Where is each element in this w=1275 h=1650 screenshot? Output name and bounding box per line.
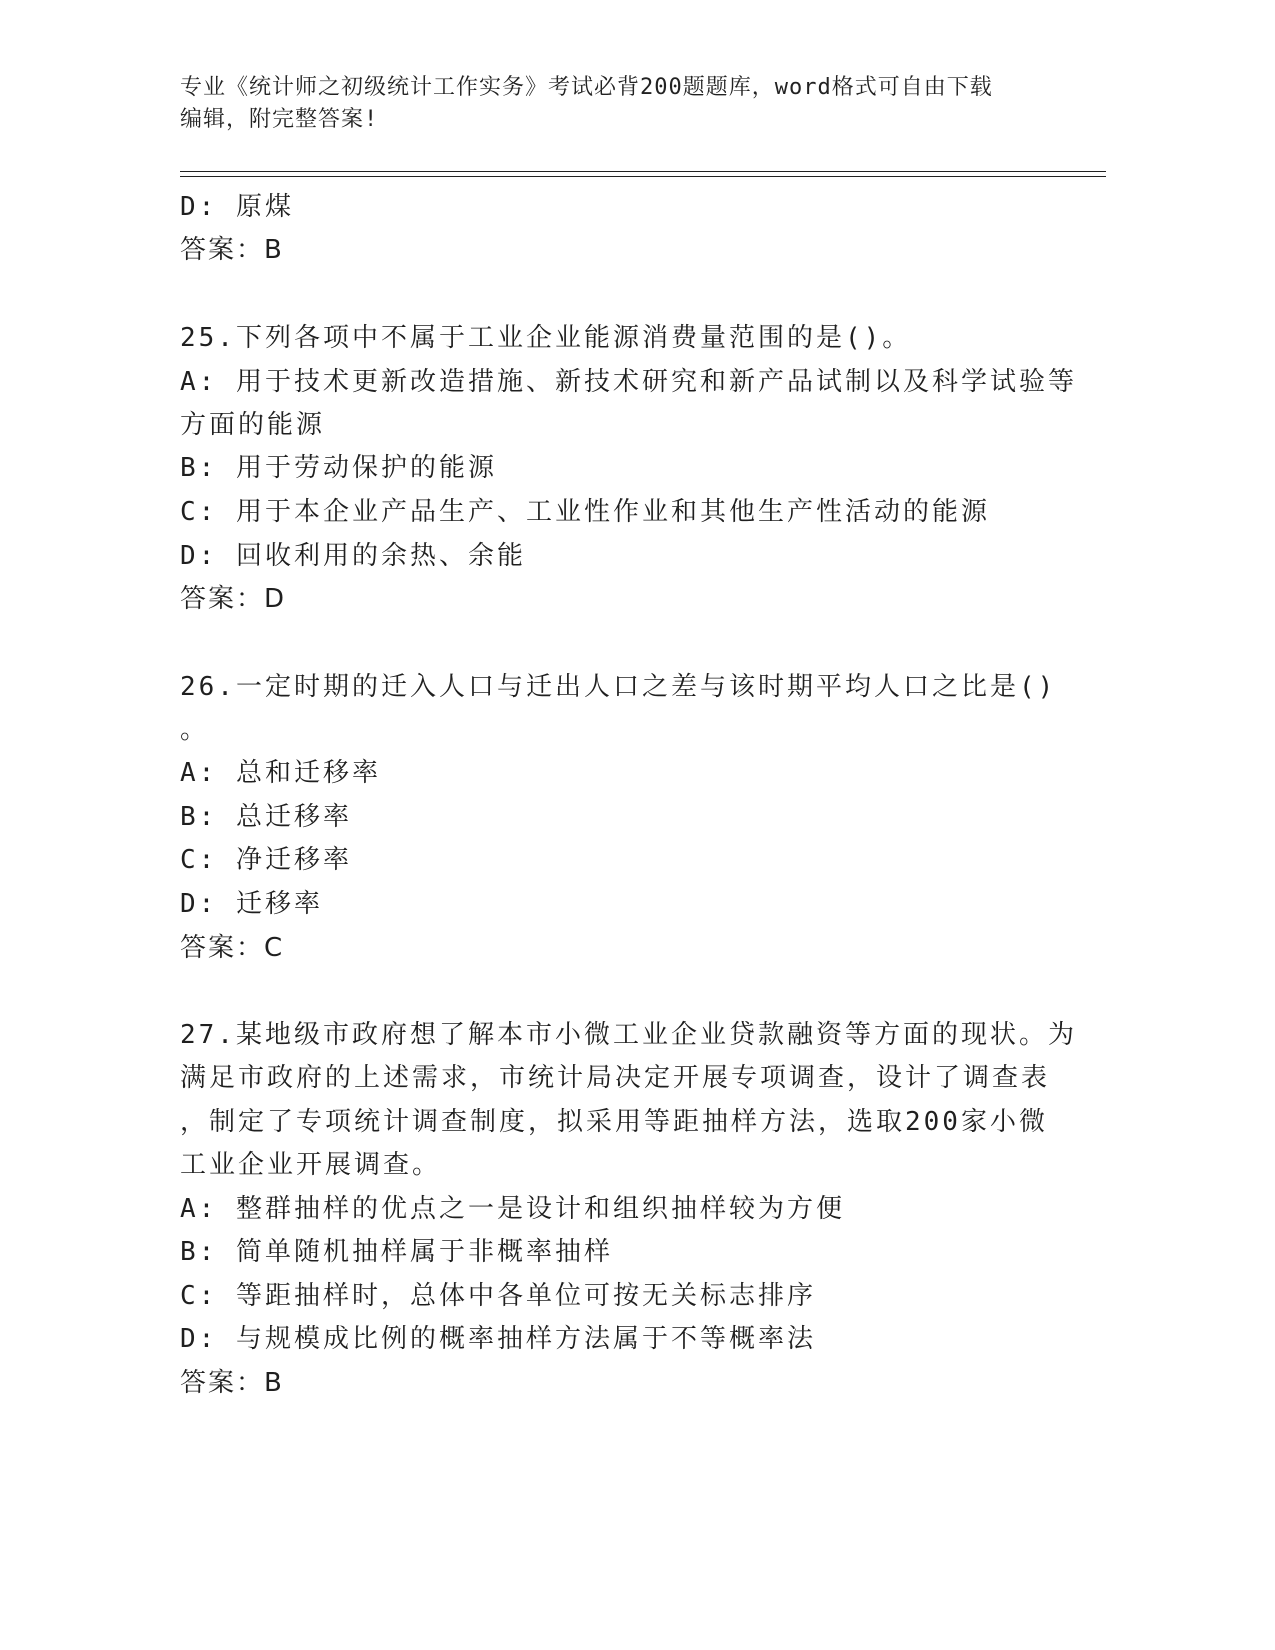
q26-option-d: D: 迁移率	[180, 889, 323, 919]
q27-option-d: D: 与规模成比例的概率抽样方法属于不等概率法	[180, 1324, 816, 1354]
header-line-2: 编辑，附完整答案!	[180, 107, 379, 132]
header-divider-bottom	[180, 176, 1106, 177]
q27-stem-line-4: 工业企业开展调查。	[180, 1150, 442, 1180]
q25-stem: 25.下列各项中不属于工业企业能源消费量范围的是()。	[180, 323, 912, 353]
q27-option-a: A: 整群抽样的优点之一是设计和组织抽样较为方便	[180, 1194, 845, 1224]
q27-stem-line-3: ，制定了专项统计调查制度，拟采用等距抽样方法，选取200家小微	[180, 1107, 1048, 1137]
q26-stem-line-2: 。	[180, 715, 210, 745]
q27-option-c: C: 等距抽样时，总体中各单位可按无关标志排序	[180, 1281, 816, 1311]
q25-answer: 答案：D	[180, 584, 287, 614]
page-header	[180, 72, 1040, 136]
q26-option-a: A: 总和迁移率	[180, 758, 381, 788]
q27-stem-line-1: 27.某地级市政府想了解本市小微工业企业贷款融资等方面的现状。为	[180, 1020, 1077, 1050]
header-line-1: 专业《统计师之初级统计工作实务》考试必背200题题库，word格式可自由下载	[180, 75, 993, 100]
q27-option-b: B: 简单随机抽样属于非概率抽样	[180, 1237, 613, 1267]
q26-answer: 答案：C	[180, 933, 285, 963]
q25-option-d: D: 回收利用的余热、余能	[180, 541, 526, 571]
q25-option-a-line-1: A: 用于技术更新改造措施、新技术研究和新产品试制以及科学试验等	[180, 367, 1077, 397]
q26-stem-line-1: 26.一定时期的迁入人口与迁出人口之差与该时期平均人口之比是()	[180, 672, 1057, 702]
q25-option-b: B: 用于劳动保护的能源	[180, 453, 497, 483]
q26-option-c: C: 净迁移率	[180, 845, 352, 875]
header-divider-top	[180, 171, 1106, 172]
q26-option-b: B: 总迁移率	[180, 802, 352, 832]
q27-answer: 答案：B	[180, 1368, 284, 1398]
prev-option-d: D: 原煤	[180, 192, 294, 222]
q27-stem-line-2: 满足市政府的上述需求，市统计局决定开展专项调查，设计了调查表	[180, 1063, 1051, 1093]
q25-option-c: C: 用于本企业产品生产、工业性作业和其他生产性活动的能源	[180, 497, 990, 527]
prev-answer: 答案：B	[180, 235, 284, 265]
q25-option-a-line-2: 方面的能源	[180, 410, 326, 440]
